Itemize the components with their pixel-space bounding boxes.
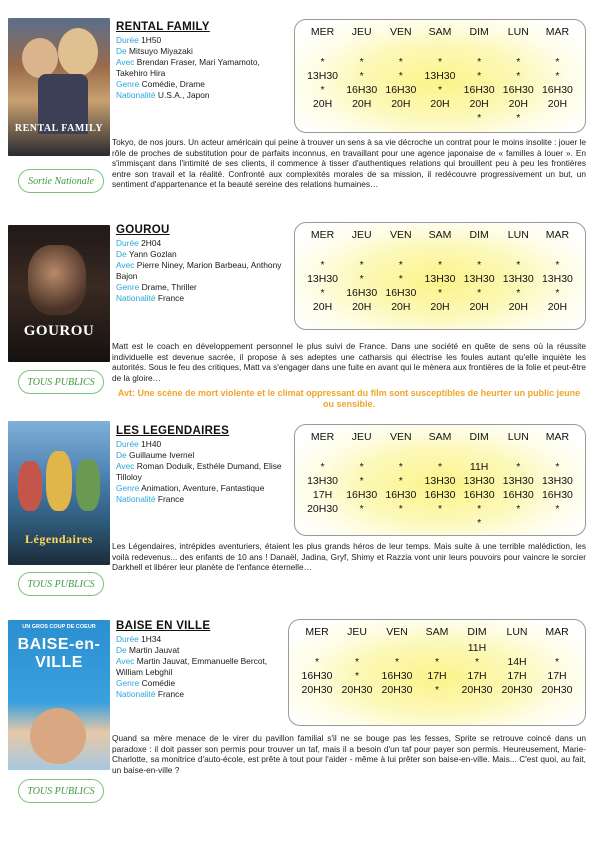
showtime — [459, 314, 499, 328]
showtime — [381, 314, 421, 328]
label-genre: Genre — [116, 282, 140, 292]
poster-title: RENTAL FAMILY — [14, 123, 104, 134]
showtime: 13H30 — [463, 273, 495, 285]
showtime: 16H30 — [381, 670, 413, 682]
showtime: 20H — [352, 98, 372, 110]
no-showing-mark: * — [477, 517, 482, 529]
showtime — [381, 111, 421, 125]
day-name: MAR — [545, 431, 570, 443]
day-mar — [537, 430, 577, 530]
showtime: 20H — [312, 98, 333, 110]
no-showing-mark: * — [477, 56, 482, 68]
director: Martin Jauvat — [129, 645, 180, 655]
no-showing-mark: * — [555, 287, 560, 299]
no-showing-mark: * — [394, 656, 400, 668]
no-showing-mark: * — [437, 503, 443, 515]
nationality: France — [157, 494, 184, 504]
day-sam — [420, 430, 460, 530]
showtime: 13H30 — [541, 273, 573, 285]
showtime — [420, 446, 460, 460]
label-nationalite: Nationalité — [116, 90, 156, 100]
synopsis: Tokyo, de nos jours. Un acteur américain qui peine à trouver un sens à sa vie décroche un contrat pour le moins insolite : jouer le rôle de proches de substitution pour de parfaits inconnus, en travaillant pour une agence japonaise de « familles à louer ». En s'immisçant dans l'intimité de ses clients, il commence à tisser d'authentiques relations qui brouillent peu à peu les frontières entre son travail et la réalité. Confronté aux complexités morales de sa mission, il redécouvre progressivement un but, un sentiment d'appartenance et la beauté sereine des relations humaines… — [112, 137, 586, 190]
no-showing-mark: * — [354, 656, 360, 668]
no-showing-mark: * — [555, 461, 560, 473]
day-name: DIM — [469, 431, 489, 443]
label-avec: Avec — [116, 57, 135, 67]
day-jeu — [342, 25, 382, 125]
no-showing-mark: * — [555, 70, 560, 82]
showtime: 16H30 — [385, 84, 417, 96]
showtime — [498, 516, 538, 530]
no-showing-mark: * — [398, 259, 403, 271]
showtime: 16H30 — [346, 287, 378, 299]
day-lun — [497, 625, 537, 711]
showtime: 20H — [391, 301, 411, 313]
no-showing-mark: * — [320, 287, 325, 299]
day-ven — [381, 228, 421, 328]
showtime — [497, 641, 537, 655]
showtime: 17H — [507, 670, 527, 682]
genre: Comédie, Drame — [141, 79, 205, 89]
no-showing-mark: * — [516, 70, 521, 82]
showtime: 20H30 — [541, 684, 573, 696]
showtime — [537, 516, 577, 530]
showtime: 16H30 — [385, 287, 417, 299]
showtime — [337, 697, 377, 711]
showtime: 13H30 — [502, 273, 534, 285]
showtime: 13H30 — [424, 70, 456, 82]
no-showing-mark: * — [477, 503, 482, 515]
no-showing-mark: * — [320, 56, 325, 68]
showtime: 20H30 — [341, 684, 373, 696]
showtime — [342, 314, 382, 328]
day-name: VEN — [390, 229, 412, 241]
showtime — [303, 111, 343, 125]
label-avec: Avec — [116, 461, 135, 471]
showtime — [420, 41, 460, 55]
cast: Martin Jauvat, Emmanuelle Bercot, William Lebghil — [116, 656, 268, 677]
day-name: LUN — [507, 26, 529, 38]
no-showing-mark: * — [437, 259, 443, 271]
no-showing-mark: * — [516, 503, 521, 515]
cast: Brendan Fraser, Mari Yamamoto, Takehiro Hira — [116, 57, 260, 78]
showtime: 17H — [547, 670, 567, 682]
showtime — [459, 446, 499, 460]
showtime — [537, 446, 577, 460]
no-showing-mark: * — [477, 112, 482, 124]
showtime — [537, 111, 577, 125]
showtime: 13H30 — [424, 273, 456, 285]
genre: Comédie — [141, 678, 176, 688]
no-showing-mark: * — [554, 656, 560, 668]
showtime: 16H30 — [463, 489, 495, 501]
showtime: 20H — [469, 301, 489, 313]
film-title: GOUROU — [116, 224, 170, 236]
day-name: MER — [305, 626, 329, 638]
showtime — [498, 446, 538, 460]
showtime — [337, 641, 377, 655]
label-duree: Durée — [116, 439, 139, 449]
synopsis: Les Légendaires, intrépides aventuriers, étaient les plus grands héros de leur temps. Mais suite à une terrible malédiction, les voilà redevenus... des enfants de 10 ans ! Danaël, Jadina, Gryf, Shimy et Razzia vont unir leurs pouvoirs pour vaincre le sorcier Darkhell et libérer leur planète de l'enfance éternelle… — [112, 541, 586, 573]
showtime: 16H30 — [541, 84, 573, 96]
day-mer — [303, 25, 343, 125]
showtime: 13H30 — [463, 475, 495, 487]
label-de: De — [116, 450, 127, 460]
showtime — [342, 446, 382, 460]
showtime: 20H30 — [381, 684, 413, 696]
label-nationalite: Nationalité — [116, 494, 156, 504]
showtime — [381, 244, 421, 258]
no-showing-mark: * — [320, 259, 325, 271]
day-mer — [303, 228, 343, 328]
day-name: JEU — [351, 26, 372, 38]
release-badge: Sortie Nationale — [18, 169, 104, 193]
schedule-grid — [288, 619, 586, 726]
no-showing-mark: * — [437, 84, 443, 96]
showtime: 13H30 — [307, 273, 339, 285]
day-dim — [459, 25, 499, 125]
day-name: LUN — [507, 229, 529, 241]
showtime: 16H30 — [301, 670, 333, 682]
no-showing-mark: * — [359, 273, 364, 285]
showtime: 16H30 — [346, 489, 378, 501]
day-jeu — [342, 228, 382, 328]
day-name: JEU — [351, 229, 372, 241]
showtime — [381, 516, 421, 530]
no-showing-mark: * — [474, 656, 480, 668]
no-showing-mark: * — [437, 287, 443, 299]
day-mar — [537, 625, 577, 711]
label-de: De — [116, 645, 127, 655]
day-jeu — [337, 625, 377, 711]
showtime — [381, 446, 421, 460]
showtime: 20H30 — [307, 503, 339, 515]
duration: 1H40 — [141, 439, 162, 449]
showtime: 20H30 — [461, 684, 493, 696]
showtime — [303, 516, 343, 530]
no-showing-mark: * — [477, 70, 482, 82]
day-sam — [420, 228, 460, 328]
day-name: VEN — [390, 26, 412, 38]
poster-title: Légendaires — [25, 532, 93, 546]
label-nationalite: Nationalité — [116, 689, 156, 699]
showtime: 16H30 — [541, 489, 573, 501]
day-lun — [498, 228, 538, 328]
no-showing-mark: * — [398, 503, 403, 515]
day-name: DIM — [469, 26, 489, 38]
showtime: 20H — [547, 301, 568, 313]
duration: 1H50 — [141, 35, 162, 45]
showtime: 13H30 — [502, 475, 534, 487]
warning-notice: Avt: Une scène de mort violente et le climat oppressant du film sont susceptibles de heurter un public jeune ou sensible. — [117, 388, 581, 409]
showtime — [537, 41, 577, 55]
director: Yann Gozlan — [128, 249, 177, 259]
day-dim — [459, 430, 499, 530]
showtime: 16H30 — [424, 489, 456, 501]
duration: 1H34 — [141, 634, 162, 644]
day-name: SAM — [428, 431, 452, 443]
showtime: 11H — [469, 461, 489, 473]
schedule-grid — [294, 424, 586, 536]
showtime — [498, 244, 538, 258]
showtime: 20H — [391, 98, 411, 110]
cast: Roman Doduik, Esthéle Dumand, Elise Tilloloy — [116, 461, 282, 482]
day-name: DIM — [469, 229, 489, 241]
poster-les-legendaires — [8, 421, 110, 565]
showtime — [420, 111, 460, 125]
showtime — [342, 244, 382, 258]
day-lun — [498, 25, 538, 125]
showtime — [377, 641, 417, 655]
showtime — [537, 697, 577, 711]
no-showing-mark: * — [516, 112, 521, 124]
no-showing-mark: * — [398, 70, 403, 82]
showtime — [297, 641, 337, 655]
day-name: VEN — [390, 431, 412, 443]
nationality: France — [157, 293, 184, 303]
showtime: 16H30 — [346, 84, 378, 96]
showtime — [303, 314, 343, 328]
showtime — [297, 697, 337, 711]
no-showing-mark: * — [555, 56, 560, 68]
showtime — [303, 244, 343, 258]
day-name: MAR — [545, 26, 570, 38]
poster-tagline: UN GROS COUP DE COEUR — [22, 624, 96, 630]
showtime — [342, 111, 382, 125]
no-showing-mark: * — [398, 461, 403, 473]
day-dim — [459, 228, 499, 328]
showtime — [459, 41, 499, 55]
no-showing-mark: * — [359, 475, 364, 487]
day-name: SAM — [425, 626, 449, 638]
label-genre: Genre — [116, 79, 140, 89]
day-name: JEU — [351, 431, 372, 443]
day-name: MAR — [545, 229, 570, 241]
showtime: 17H — [467, 670, 487, 682]
film-info — [116, 619, 292, 700]
film-info — [116, 20, 292, 101]
no-showing-mark: * — [320, 84, 325, 96]
day-name: SAM — [428, 229, 452, 241]
showtime — [377, 697, 417, 711]
showtime: 20H — [508, 98, 528, 110]
day-jeu — [342, 430, 382, 530]
day-ven — [381, 25, 421, 125]
no-showing-mark: * — [434, 656, 440, 668]
label-duree: Durée — [116, 238, 139, 248]
day-name: MER — [310, 229, 335, 241]
showtime — [537, 641, 577, 655]
showtime — [537, 314, 577, 328]
synopsis: Quand sa mère menace de le virer du pavillon familial s'il ne se bouge pas les fesses, Sprite se retrouve coincé dans un paradoxe : il doit passer son permis pour trouver un taf, mais il a besoin d'un taf pour payer son permis. Heureusement, Marie-Charlotte, sa monitrice d'auto-école, est prête à tout pour l'aider - même à lui prêter son baise-en-ville. Mais... C'est quoi, au fait, un baise-en-ville ? — [112, 733, 586, 775]
no-showing-mark: * — [516, 461, 521, 473]
showtime: 16H30 — [502, 489, 534, 501]
film-title: LES LEGENDAIRES — [116, 425, 230, 437]
poster-title: BAISE-en-VILLE — [17, 636, 101, 671]
showtime — [303, 446, 343, 460]
label-duree: Durée — [116, 35, 139, 45]
showtime — [417, 697, 457, 711]
day-mar — [537, 25, 577, 125]
synopsis: Matt est le coach en développement personnel le plus suivi de France. Dans une société en quête de sens où la réussite individuelle est devenue sacrée, il propose à ses adeptes une catharsis qui électrise les foules autant qu'elle inquiète les autorités. Sous le feu des critiques, Matt va s'engager dans une fuite en avant qui le mènera aux frontières de la folie et peut-être de la gloire… — [112, 341, 586, 383]
no-showing-mark: * — [359, 56, 364, 68]
duration: 2H04 — [141, 238, 162, 248]
day-sam — [417, 625, 457, 711]
day-mar — [537, 228, 577, 328]
showtime: 20H — [430, 301, 450, 313]
poster-rental-family — [8, 18, 110, 156]
showtime: 17H — [427, 670, 447, 682]
poster-baise-en-ville — [8, 620, 110, 770]
day-name: MER — [310, 431, 335, 443]
schedule-grid — [294, 19, 586, 133]
showtime: 20H — [430, 98, 450, 110]
director: Guillaume Ivernel — [129, 450, 195, 460]
showtime — [459, 244, 499, 258]
cast: Pierre Niney, Marion Barbeau, Anthony Bajon — [116, 260, 282, 281]
showtime — [497, 697, 537, 711]
audience-badge: TOUS PUBLICS — [18, 370, 104, 394]
no-showing-mark: * — [398, 56, 403, 68]
genre: Drame, Thriller — [141, 282, 197, 292]
showtime — [457, 697, 497, 711]
no-showing-mark: * — [516, 287, 521, 299]
showtime: 14H — [507, 656, 527, 668]
label-de: De — [116, 249, 127, 259]
showtime — [537, 244, 577, 258]
showtime: 13H30 — [541, 475, 573, 487]
no-showing-mark: * — [359, 259, 364, 271]
showtime — [303, 41, 343, 55]
nationality: France — [157, 689, 184, 699]
showtime: 20H — [508, 301, 528, 313]
day-dim — [457, 625, 497, 711]
label-nationalite: Nationalité — [116, 293, 156, 303]
showtime: 16H30 — [502, 84, 534, 96]
showtime: 13H30 — [307, 70, 339, 82]
day-name: LUN — [506, 626, 528, 638]
day-name: JEU — [347, 626, 367, 638]
genre: Animation, Aventure, Fantastique — [141, 483, 265, 493]
showtime — [498, 314, 538, 328]
showtime: 20H30 — [301, 684, 333, 696]
day-mer — [297, 625, 337, 711]
label-duree: Durée — [116, 634, 139, 644]
film-title: RENTAL FAMILY — [116, 21, 210, 33]
poster-title: GOUROU — [23, 323, 95, 339]
showtime: 20H — [312, 301, 333, 313]
no-showing-mark: * — [314, 656, 320, 668]
day-name: LUN — [507, 431, 529, 443]
day-lun — [498, 430, 538, 530]
showtime: 11H — [467, 642, 487, 654]
showtime: 20H30 — [501, 684, 533, 696]
showtime — [498, 41, 538, 55]
showtime — [420, 244, 460, 258]
schedule-grid — [294, 222, 586, 330]
day-ven — [377, 625, 417, 711]
day-sam — [420, 25, 460, 125]
no-showing-mark: * — [398, 475, 403, 487]
no-showing-mark: * — [359, 461, 364, 473]
day-name: MER — [310, 26, 335, 38]
showtime: 20H — [547, 98, 568, 110]
no-showing-mark: * — [437, 461, 443, 473]
nationality: U.S.A., Japon — [157, 90, 210, 100]
no-showing-mark: * — [516, 56, 521, 68]
showtime — [420, 516, 460, 530]
showtime: 16H30 — [463, 84, 495, 96]
day-name: SAM — [428, 26, 452, 38]
day-name: DIM — [467, 626, 487, 638]
label-genre: Genre — [116, 678, 140, 688]
label-avec: Avec — [116, 260, 135, 270]
no-showing-mark: * — [555, 503, 560, 515]
no-showing-mark: * — [398, 273, 403, 285]
showtime — [420, 314, 460, 328]
showtime — [342, 516, 382, 530]
showtime — [342, 41, 382, 55]
no-showing-mark: * — [359, 70, 364, 82]
no-showing-mark: * — [516, 259, 521, 271]
audience-badge: TOUS PUBLICS — [18, 779, 104, 803]
film-info — [116, 223, 292, 304]
showtime: 17H — [312, 489, 333, 501]
poster-gourou — [8, 225, 110, 362]
showtime: 13H30 — [424, 475, 456, 487]
no-showing-mark: * — [434, 684, 440, 696]
film-info — [116, 424, 292, 505]
day-mer — [303, 430, 343, 530]
label-genre: Genre — [116, 483, 140, 493]
day-name: MAR — [545, 626, 569, 638]
showtime: 20H — [352, 301, 372, 313]
day-name: VEN — [386, 626, 408, 638]
no-showing-mark: * — [354, 670, 360, 682]
label-avec: Avec — [116, 656, 135, 666]
no-showing-mark: * — [437, 56, 443, 68]
director: Mitsuyo Miyazaki — [129, 46, 193, 56]
no-showing-mark: * — [555, 259, 560, 271]
film-title: BAISE EN VILLE — [116, 620, 211, 632]
no-showing-mark: * — [477, 287, 482, 299]
showtime: 20H — [469, 98, 489, 110]
showtime — [417, 641, 457, 655]
label-de: De — [116, 46, 127, 56]
no-showing-mark: * — [477, 259, 482, 271]
day-ven — [381, 430, 421, 530]
showtime: 13H30 — [307, 475, 339, 487]
no-showing-mark: * — [359, 503, 364, 515]
no-showing-mark: * — [320, 461, 325, 473]
showtime: 16H30 — [385, 489, 417, 501]
audience-badge: TOUS PUBLICS — [18, 572, 104, 596]
showtime — [381, 41, 421, 55]
